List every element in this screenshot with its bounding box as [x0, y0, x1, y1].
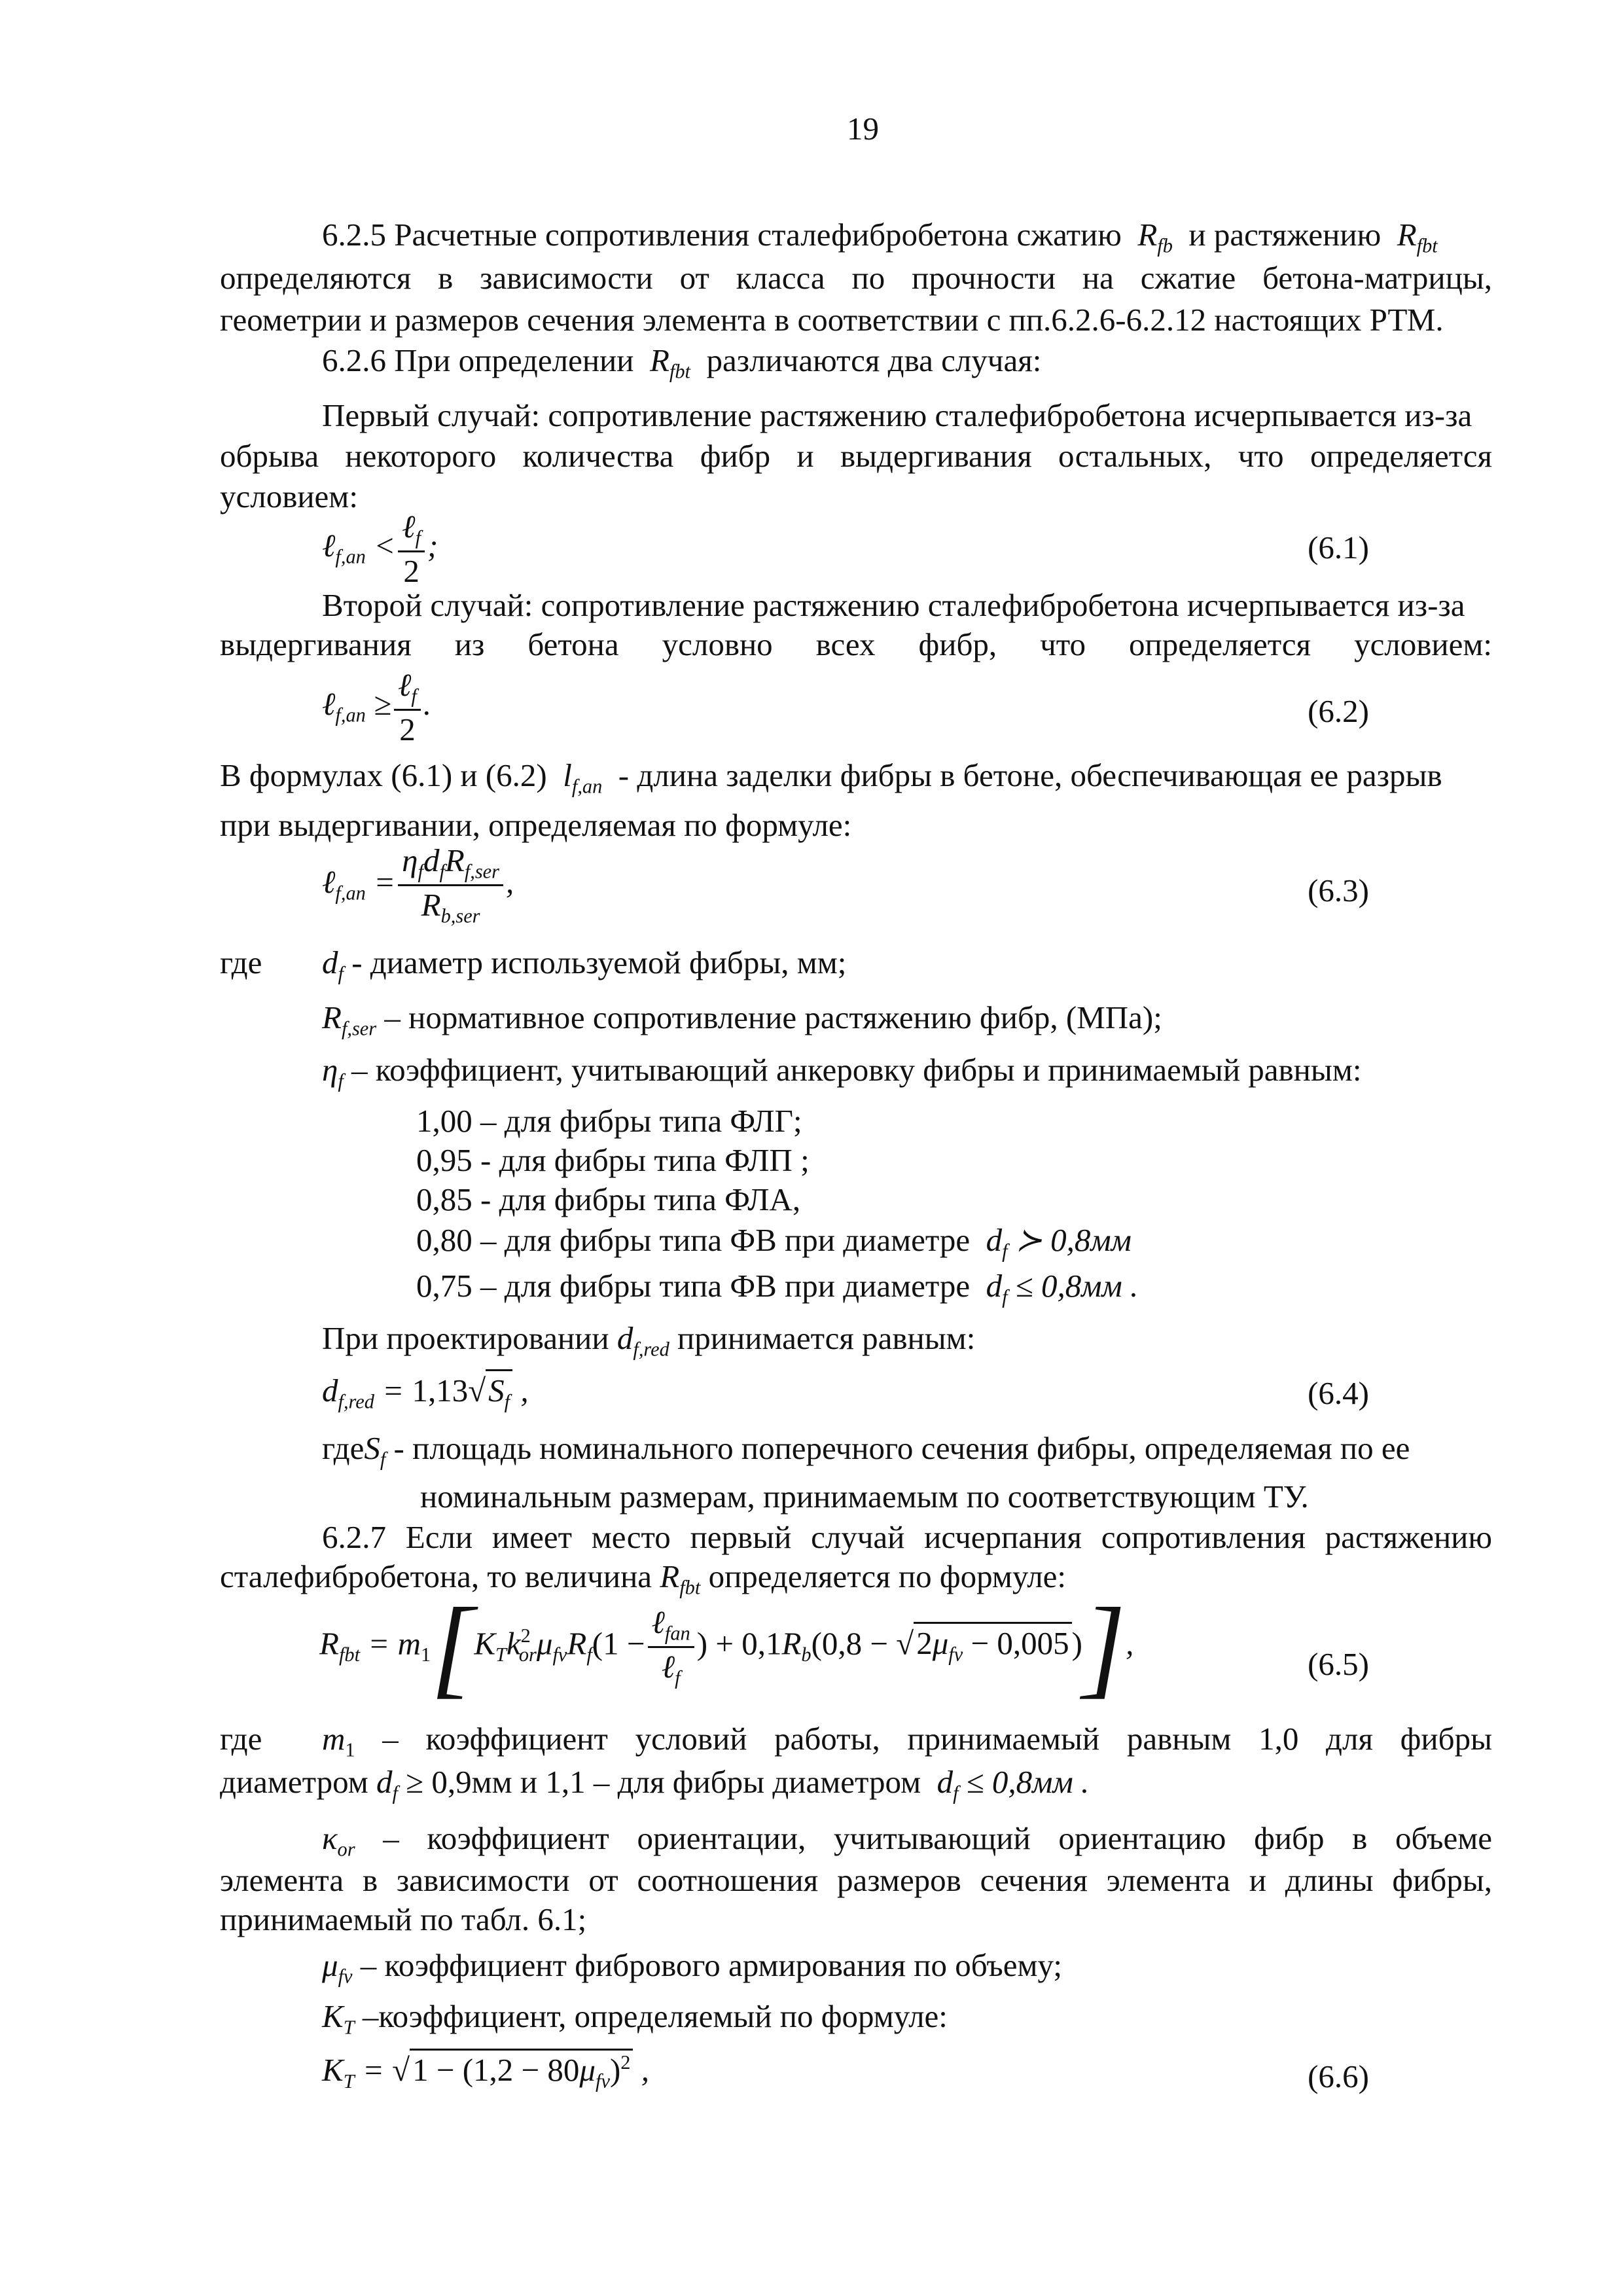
formulas-line2: при выдергивании, определяемая по формуле:: [220, 807, 852, 843]
page-number: 19: [847, 111, 879, 147]
equation-6-4: $d_{f,red} = 1,13√S_f$ ,: [322, 1374, 529, 1412]
eta-item-2: 0,95 - для фибры типа ФЛП ;: [416, 1142, 810, 1178]
symbol-rfb: $R_{fb}$: [1130, 217, 1173, 257]
sf-definition: гдеS$_f$ - площадь номинального поперечного сечения фибры, определяемая по ее: [322, 1430, 1410, 1471]
eq-number-6-3: (6.3): [1308, 872, 1369, 908]
eq-number-6-6: (6.6): [1308, 2058, 1369, 2094]
p627-line2: сталефибробетона, то величина $R_{fbt}$ определяется по формуле:: [220, 1558, 1067, 1599]
kor-definition-line3: принимаемый по табл. 6.1;: [220, 1901, 587, 1937]
mu-definition: $\mu_{fv}$ – коэффициент фибрового армирования по объему;: [322, 1947, 1062, 1988]
eta-item-4: 0,80 – для фибры типа ФВ при диаметре $d_f$ ≻ 0,8мм: [416, 1222, 1132, 1263]
kor-definition: $\kappa_{or}$ – коэффициент ориентации, учитывающий ориентацию фибр в объеме: [322, 1820, 1492, 1861]
where-label: где: [220, 944, 262, 980]
eta-definition: $\eta_f$ – коэффициент, учитывающий анкеровку фибры и принимаемый равным:: [322, 1052, 1362, 1092]
eta-item-3: 0,85 - для фибры типа ФЛА,: [416, 1181, 801, 1217]
case2-line2: выдергивания из бетона условно всех фибр, что определяется условием:: [220, 626, 1492, 662]
eq-number-6-2: (6.2): [1308, 693, 1369, 729]
df-definition: $d_f$ - диаметр используемой фибры, мм;: [322, 944, 847, 985]
rfser-definition: $R_{f,ser}$ – нормативное сопротивление растяжению фибр, (МПа);: [322, 999, 1162, 1040]
p627-line1: 6.2.7 Если имеет место первый случай исчерпания сопротивления растяжению: [322, 1519, 1492, 1555]
equation-6-5: $R_{fbt} = m_1[K_Tk^2_{or}\mu_{fv}R_f(1$ − $\frac{\ell_{fan}}{\ell_f}$ ) + $0,1R_b(0,8 - √2\mu_{fv} - 0,005)$],: [319, 1585, 1134, 1708]
kt-definition: $K_T$ –коэффициент, определяемый по формуле:: [322, 1998, 948, 2039]
m1-definition: $m_1$ – коэффициент условий работы, принимаемый равным 1,0 для фибры: [322, 1721, 1493, 1761]
equation-6-2: ℓ$_{f,an}$ ≥ $\frac{\ell_f}{2}$ .: [322, 667, 432, 747]
equation-6-6: $K_T = √1 - (1,2 - 80\mu_{fv})^2$ ,: [322, 2053, 649, 2091]
kor-definition-line2: элемента в зависимости от соотношения размеров сечения элемента и длины фибры,: [220, 1862, 1492, 1898]
eta-item-5: 0,75 – для фибры типа ФВ при диаметре $d_f \le 0,8мм$ .: [416, 1268, 1139, 1308]
eq-number-6-5: (6.5): [1308, 1646, 1369, 1682]
p625-line1: 6.2.5 Расчетные сопротивления сталефибробетона сжатию $R_{fb}$ и растяжению $R_{fbt}$: [322, 217, 1438, 257]
symbol-rfbt: $R_{fbt}$: [1389, 217, 1438, 257]
eta-item-1: 1,00 – для фибры типа ФЛГ;: [416, 1103, 802, 1139]
m1-where: где: [220, 1721, 262, 1757]
formulas-line1: В формулах (6.1) и (6.2) $l_{f,an}$ - длина заделки фибры в бетоне, обеспечивающая ее разрыв: [220, 757, 1442, 798]
equation-6-3: ℓ$_{f,an}$ = $\frac{\eta_fd_fR_{f,ser}}{R_{b,ser}}$ ,: [322, 842, 514, 927]
sf-definition-line2: номинальным размерам, принимаемым по соответствующим ТУ.: [420, 1479, 1309, 1515]
p625-line2: определяются в зависимости от класса по прочности на сжатие бетона-матрицы,: [220, 260, 1492, 296]
case2-line1: Второй случай: сопротивление растяжению сталефибробетона исчерпывается из-за: [322, 587, 1465, 623]
equation-6-1: ℓ$_{f,an}$ < $\frac{\ell_f}{2}$ ;: [322, 509, 438, 589]
case1-line2: обрыва некоторого количества фибр и выдергивания остальных, что определяется: [220, 438, 1492, 474]
m1-definition-line2: диаметром $d_f \ge 0,9мм$ и 1,1 – для фибры диаметром $d_f \le 0,8мм$ .: [220, 1764, 1090, 1804]
p626-heading: 6.2.6 При определении $R_{fbt}$ различаются два случая:: [322, 342, 1042, 383]
case1-line1: Первый случай: сопротивление растяжению сталефибробетона исчерпывается из-за: [322, 397, 1472, 433]
eq-number-6-4: (6.4): [1308, 1375, 1369, 1411]
design-line: При проектировании $d_{f,red}$ принимается равным:: [322, 1320, 976, 1361]
case1-line3: условием:: [220, 478, 358, 514]
p625-line3: геометрии и размеров сечения элемента в соответствии с пп.6.2.6-6.2.12 настоящих РТМ.: [220, 302, 1444, 338]
eq-number-6-1: (6.1): [1308, 529, 1369, 565]
